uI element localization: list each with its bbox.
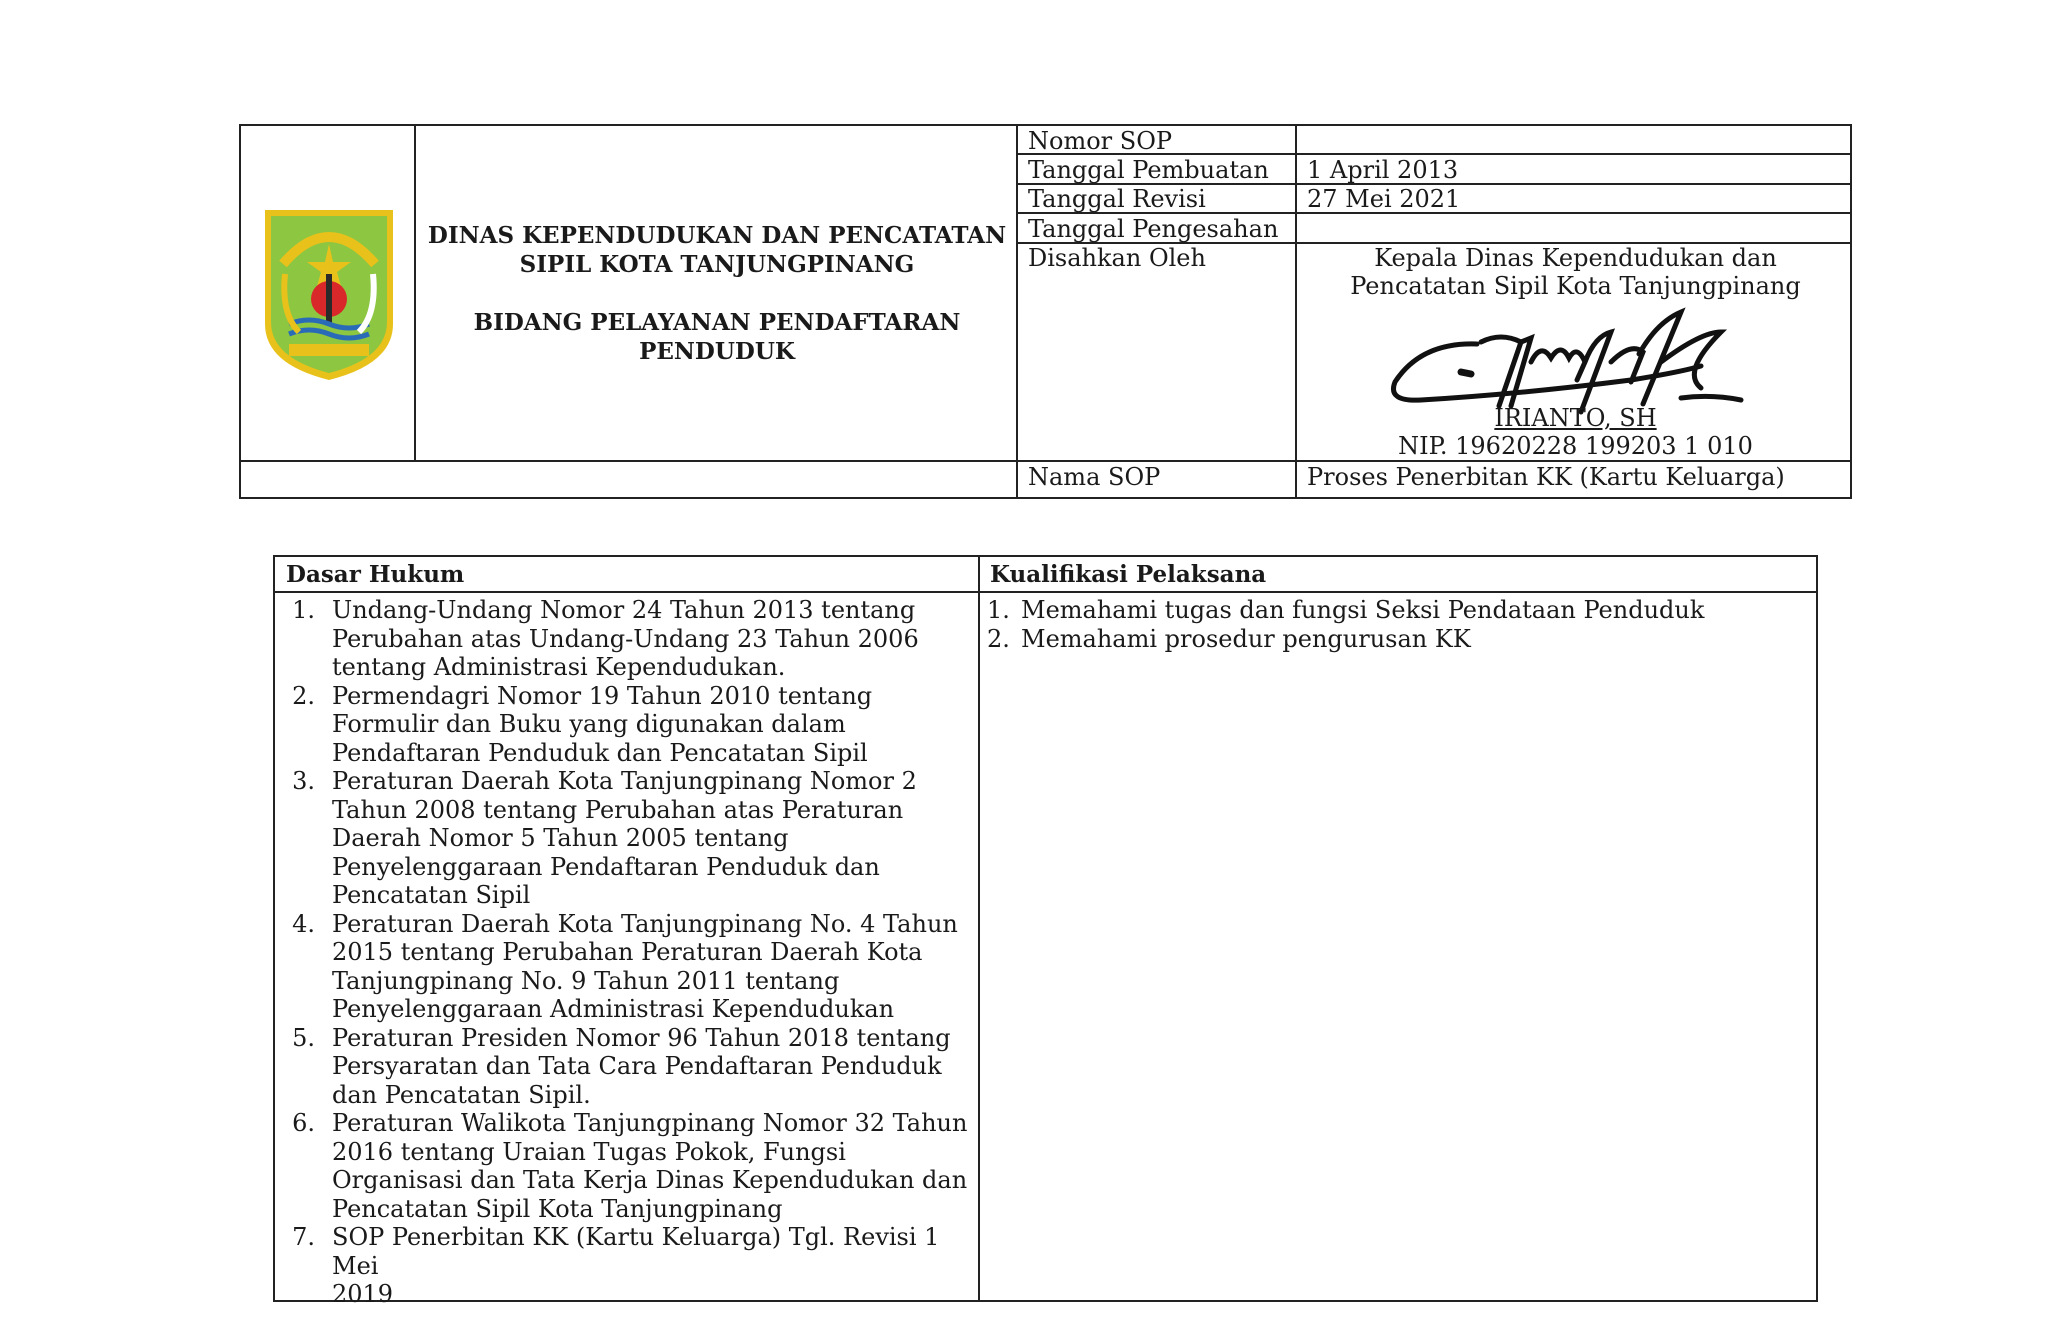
legal-basis-item [285, 910, 975, 1024]
field-label-nama-sop: Nama SOP [1028, 463, 1161, 491]
legal-basis-item [285, 682, 975, 768]
legal-basis-text-line: Pencatatan Sipil [332, 881, 531, 909]
legal-basis-text-line: Peraturan Daerah Kota Tanjungpinang No. 4 Tahun [332, 909, 958, 938]
agency-title-cell [416, 126, 1018, 461]
legal-basis-text-line: Undang-Undang Nomor 24 Tahun 2013 tentang [332, 596, 916, 624]
legal-basis-text-line: dan Pencatatan Sipil. [332, 1080, 591, 1109]
legal-basis-text-line: Tahun 2008 tentang Perubahan atas Peraturan [332, 795, 904, 824]
legal-basis-text-line: Tanjungpinang No. 9 Tahun 2011 tentang [332, 966, 840, 995]
legal-basis-text-line: Daerah Nomor 5 Tahun 2005 tentang [332, 824, 789, 852]
qualification-text: Memahami prosedur pengurusan KK [1021, 624, 1471, 653]
legal-basis-text-line: SOP Penerbitan KK (Kartu Keluarga) Tgl. Revisi 1 Mei [332, 1223, 940, 1280]
approver-title-line1: Kepala Dinas Kependudukan dan [1374, 244, 1777, 272]
legal-basis-text-line: Pencatatan Sipil Kota Tanjungpinang [332, 1194, 783, 1223]
field-value-tanggal-pembuatan: 1 April 2013 [1307, 156, 1459, 184]
legal-basis-item [285, 767, 975, 910]
legal-basis-text-line: Formulir dan Buku yang digunakan dalam [332, 710, 846, 738]
grid-line [275, 591, 1816, 593]
legal-basis-text-line: Peraturan Daerah Kota Tanjungpinang Nomor 2 [332, 767, 917, 795]
legal-basis-text-line: Perubahan atas Undang-Undang 23 Tahun 2006 [332, 624, 919, 653]
grid-line [1295, 126, 1297, 497]
legal-basis-item [285, 1109, 975, 1223]
legal-basis-text-line: Penyelenggaraan Pendaftaran Penduduk dan [332, 852, 880, 881]
list-number: 3. [292, 767, 315, 795]
grid-line [978, 557, 980, 1300]
legal-basis-item [285, 1024, 975, 1110]
agency-name-line1: DINAS KEPENDUDUKAN DAN PENCATATAN [427, 222, 1007, 249]
list-number: 1. [987, 596, 1010, 624]
approver-title-line2: Pencatatan Sipil Kota Tanjungpinang [1350, 272, 1801, 300]
qualification-text: Memahami tugas dan fungsi Seksi Pendataan Penduduk [1021, 596, 1705, 624]
list-number: 5. [292, 1023, 315, 1052]
field-value-nama-sop: Proses Penerbitan KK (Kartu Keluarga) [1307, 463, 1785, 491]
approver-name: IRIANTO, SH [1494, 404, 1657, 432]
legal-basis-text-line: Permendagri Nomor 19 Tahun 2010 tentang [332, 681, 873, 710]
sop-body-table [273, 555, 1818, 1308]
legal-basis-text-line: 2016 tentang Uraian Tugas Pokok, Fungsi [332, 1137, 846, 1166]
legal-basis-text-line: Pendaftaran Penduduk dan Pencatatan Sipil [332, 738, 868, 767]
list-number: 1. [292, 596, 315, 624]
legal-basis-item [285, 596, 975, 682]
field-label-nomor-sop: Nomor SOP [1028, 127, 1173, 155]
field-label-disahkan-oleh: Disahkan Oleh [1028, 244, 1206, 272]
qualification-item [987, 625, 1807, 654]
qualification-item [987, 596, 1807, 625]
agency-name-line2: SIPIL KOTA TANJUNGPINANG [519, 251, 915, 278]
legal-basis-heading: Dasar Hukum [286, 561, 465, 588]
list-number: 2. [292, 681, 315, 710]
legal-basis-text-line: tentang Administrasi Kependudukan. [332, 653, 786, 681]
field-value-tanggal-revisi: 27 Mei 2021 [1307, 185, 1461, 213]
list-number: 2. [987, 624, 1010, 653]
legal-basis-item [285, 1223, 975, 1309]
legal-basis-text-line: Penyelenggaraan Administrasi Kependudukan [332, 995, 895, 1023]
field-label-tanggal-revisi: Tanggal Revisi [1028, 185, 1206, 213]
legal-basis-text-line: Peraturan Presiden Nomor 96 Tahun 2018 tentang [332, 1023, 951, 1052]
sop-header-table [239, 124, 1852, 499]
approver-nip: NIP. 19620228 199203 1 010 [1398, 432, 1753, 460]
legal-basis-list [285, 596, 975, 1309]
field-label-tanggal-pengesahan: Tanggal Pengesahan [1028, 215, 1279, 243]
list-number: 6. [292, 1109, 315, 1137]
list-number: 7. [292, 1223, 315, 1251]
city-emblem-logo [259, 204, 399, 384]
legal-basis-text-line: 2015 tentang Perubahan Peraturan Daerah Kota [332, 938, 923, 966]
division-name-line2: PENDUDUK [639, 338, 795, 365]
legal-basis-text-line: Peraturan Walikota Tanjungpinang Nomor 32 Tahun [332, 1109, 968, 1137]
qualifications-list [987, 596, 1807, 653]
list-number: 4. [292, 909, 315, 938]
legal-basis-text-line: 2019 [332, 1280, 394, 1308]
field-label-tanggal-pembuatan: Tanggal Pembuatan [1028, 156, 1269, 184]
legal-basis-text-line: Organisasi dan Tata Kerja Dinas Kependudukan dan [332, 1166, 968, 1194]
qualifications-heading: Kualifikasi Pelaksana [990, 561, 1267, 588]
logo-cell [241, 126, 416, 461]
division-name-line1: BIDANG PELAYANAN PENDAFTARAN [473, 309, 961, 336]
legal-basis-text-line: Persyaratan dan Tata Cara Pendaftaran Penduduk [332, 1052, 942, 1080]
